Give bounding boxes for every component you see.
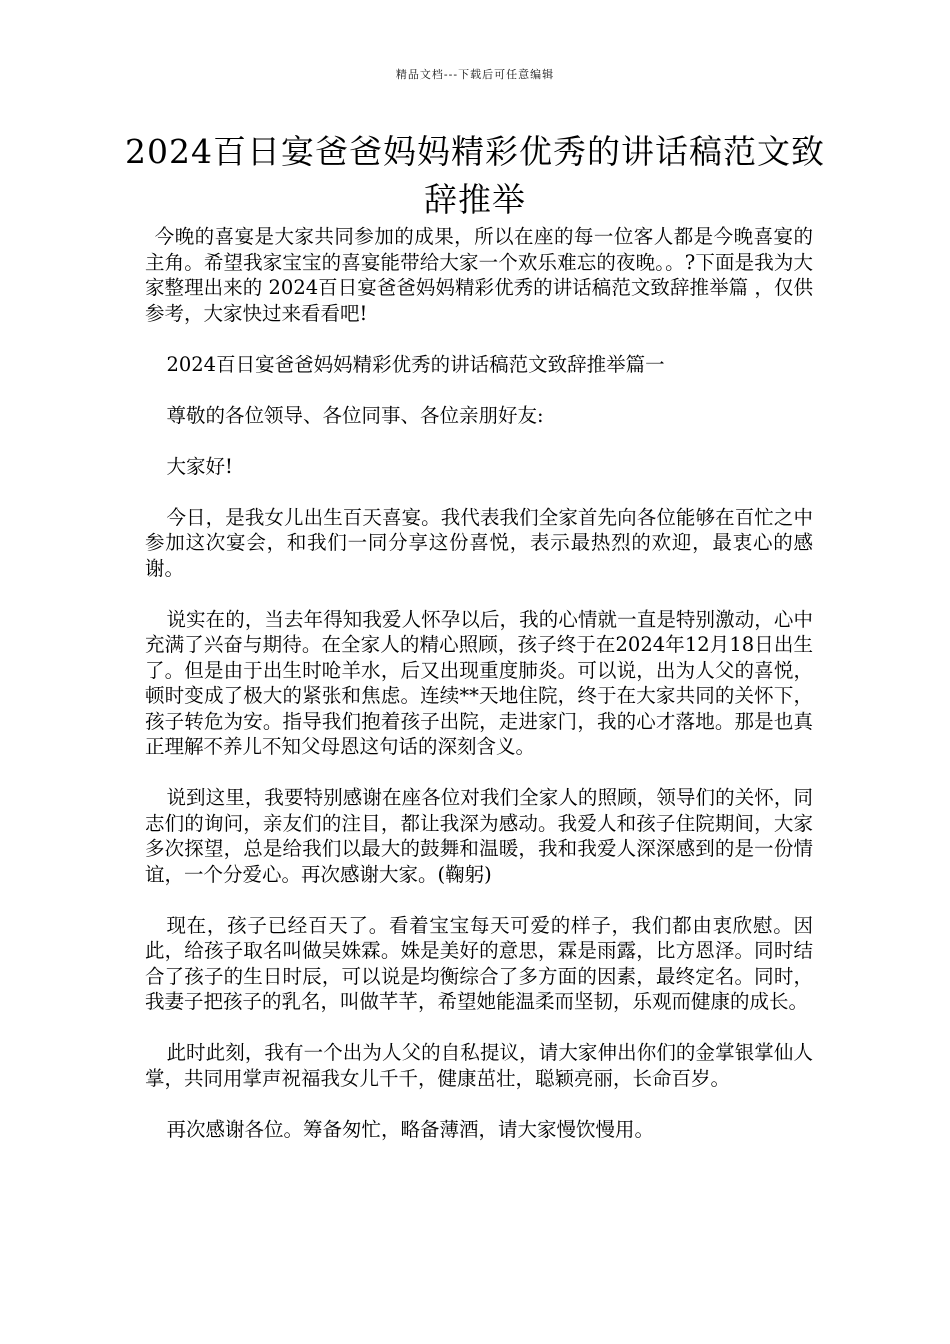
greeting: 大家好! <box>166 454 233 478</box>
section-heading: 2024百日宴爸爸妈妈精彩优秀的讲话稿范文致辞推举篇一 <box>166 352 665 376</box>
body-paragraph: 说到这里，我要特别感谢在座各位对我们全家人的照顾，领导们的关怀，同志们的询问，亲友们的注目，都让我深为感动。我爱人和孩子住院期间，大家多次探望，总是给我们以最大的鼓舞和温暖，我和我爱人深深感到的是一份情谊，一个分爱心。再次感谢大家。(鞠躬) <box>145 786 813 886</box>
page-header: 精品文档---下载后可任意编辑 <box>395 68 555 81</box>
body-paragraph: 此时此刻，我有一个出为人父的自私提议，请大家伸出你们的金掌银掌仙人掌，共同用掌声祝福我女儿千千，健康茁壮，聪颖亮丽，长命百岁。 <box>145 1041 813 1090</box>
closing-paragraph: 再次感谢各位。筹备匆忙，略备薄酒，请大家慢饮慢用。 <box>166 1117 654 1141</box>
body-paragraph: 今日，是我女儿出生百天喜宴。我代表我们全家首先向各位能够在百忙之中参加这次宴会，和我们一同分享这份喜悦，表示最热烈的欢迎，最衷心的感谢。 <box>145 505 813 580</box>
body-paragraph: 现在，孩子已经百天了。看着宝宝每天可爱的样子，我们都由衷欣慰。因此，给孩子取名叫做吴姝霖。姝是美好的意思，霖是雨露，比方恩泽。同时结合了孩子的生日时辰，可以说是均衡综合了多方面的因素，最终定名。同时，我妻子把孩子的乳名，叫做芊芊，希望她能温柔而坚韧，乐观而健康的成长。 <box>145 913 813 1013</box>
salutation: 尊敬的各位领导、各位同事、各位亲朋好友: <box>166 403 544 427</box>
document-title: 2024百日宴爸爸妈妈精彩优秀的讲话稿范文致辞推举 <box>125 132 825 219</box>
body-paragraph: 说实在的，当去年得知我爱人怀孕以后，我的心情就一直是特别激动，心中充满了兴奋与期待。在全家人的精心照顾，孩子终于在2024年12月18日出生了。但是由于出生时呛羊水，后又出现重度肺炎。可以说，出为人父的喜悦，顿时变成了极大的紧张和焦虑。连续**天地住院，终于在大家共同的关怀下，孩子转危为安。指导我们抱着孩子出院，走进家门，我的心才落地。那是也真正理解不养儿不知父母恩这句话的深刻含义。 <box>145 607 813 758</box>
intro-paragraph: 今晚的喜宴是大家共同参加的成果，所以在座的每一位客人都是今晚喜宴的主角。希望我家宝宝的喜宴能带给大家一个欢乐难忘的夜晚。。?下面是我为大家整理出来的 2024百日宴爸爸妈妈精彩优秀的讲话稿范文致辞推举篇 ，仅供参考，大家快过来看看吧! <box>145 225 813 325</box>
document-body <box>145 224 813 1168</box>
